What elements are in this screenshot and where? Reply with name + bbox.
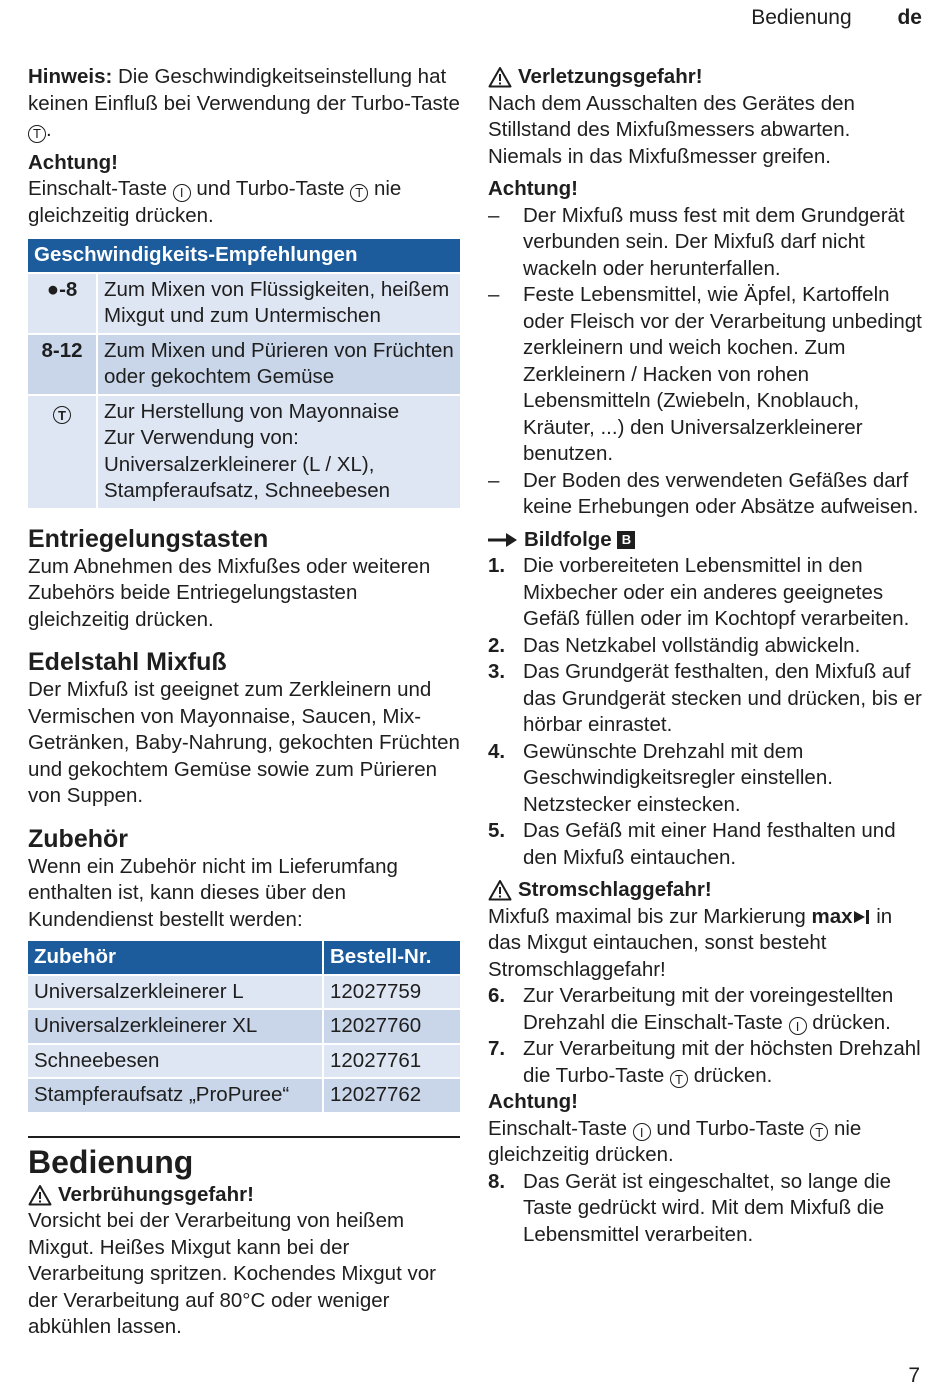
caution-heading: Achtung! <box>28 150 118 174</box>
page-number: 7 <box>908 1364 920 1387</box>
table-row: Schneebesen 12027761 <box>28 1045 460 1078</box>
caution-heading: Achtung! <box>488 177 578 200</box>
table-row: T Zur Herstellung von Mayonnaise Zur Verwendung von: Universalzerkleinerer (L / XL), Stampferaufsatz, Schneebesen <box>28 396 460 508</box>
section-heading-accessories: Zubehör <box>28 824 128 853</box>
list-item: 1. Die vorbereiteten Lebensmittel in den Mixbecher oder ein anderes geeignetes Gefäß füllen oder im Kochtopf verarbeiten. <box>488 554 910 630</box>
power-button-icon: I <box>633 1123 651 1141</box>
list-item: 5. Das Gefäß mit einer Hand festhalten und den Mixfuß eintauchen. <box>488 819 896 869</box>
list-item: 6. Zur Verarbeitung mit der voreingestellten Drehzahl die Einschalt-Taste I drücken. <box>488 984 894 1034</box>
list-item: 4. Gewünschte Drehzahl mit dem Geschwindigkeitsregler einstellen. Netzstecker einstecken. <box>488 739 833 816</box>
list-item: – Der Boden des verwendeten Gefäßes darf keine Erhebungen oder Absätze aufweisen. <box>488 468 919 518</box>
warning-icon <box>28 1184 52 1206</box>
arrow-right-icon <box>488 532 518 548</box>
table-row: Universalzerkleinerer L 12027759 <box>28 976 460 1009</box>
scald-warning-text: Vorsicht bei der Verarbeitung von heißem Mixgut. Heißes Mixgut kann bei der Verarbeitung spritzen. Kochendes Mixgut vor der Verarbeitung auf 80°C oder weniger abkühlen lassen. <box>28 1209 436 1338</box>
power-button-icon: I <box>173 184 191 202</box>
accessories-table <box>28 939 460 1114</box>
turbo-button-icon: T <box>28 125 46 143</box>
turbo-button-icon: T <box>53 406 71 424</box>
left-column <box>28 64 460 1341</box>
list-item: 3. Das Grundgerät festhalten, den Mixfuß auf das Grundgerät stecken und drücken, bis er hörbar einrastet. <box>488 660 922 736</box>
injury-warning-text: Nach dem Ausschalten des Gerätes den Stillstand des Mixfußmessers abwarten. Niemals in das Mixfußmesser greifen. <box>488 91 855 168</box>
release-text: Zum Abnehmen des Mixfußes oder weiteren Zubehörs beide Entriegelungstasten gleichzeitig drücken. <box>28 554 431 631</box>
shock-warning-heading: Stromschlaggefahr! <box>488 877 924 904</box>
table-row: 8-12 Zum Mixen und Pürieren von Früchten oder gekochtem Gemüse <box>28 335 460 394</box>
max-marker-icon <box>853 909 871 925</box>
accessories-text: Wenn ein Zubehör nicht im Lieferumfang enthalten ist, kann dieses über den Kundendienst bestellt werden: <box>28 854 398 931</box>
list-item: 8. Das Gerät ist eingeschaltet, so lange die Taste gedrückt wird. Mit dem Mixfuß die Lebensmittel verarbeiten. <box>488 1169 892 1246</box>
injury-warning-heading: Verletzungsgefahr! <box>488 64 924 91</box>
section-divider <box>28 1136 460 1341</box>
speed-table <box>28 237 460 510</box>
caution-text: Einschalt-Taste I und Turbo-Taste T nie gleichzeitig drücken. <box>488 1116 862 1166</box>
section-heading-release: Entriegelungstasten <box>28 524 269 553</box>
power-button-icon: I <box>789 1017 807 1035</box>
warning-icon <box>488 66 512 88</box>
steel-text: Der Mixfuß ist geeignet zum Zerkleinern und Vermischen von Mayonnaise, Saucen, Mix-Getränken, Baby-Nahrung, gekochten Früchten und gekochtem Gemüse sowie zum Pürieren von Suppen. <box>28 678 460 807</box>
list-item: – Feste Lebensmittel, wie Äpfel, Kartoffeln oder Fleisch vor der Verarbeitung unbedingt zerkleinern und weich kochen. Zum Zerkleinern / Hacken von rohen Lebensmitteln (Zwiebeln, Knoblauch, Kräuter, ...) den Universalzerkleinerer benutzen. <box>488 283 922 465</box>
table-row: Universalzerkleinerer XL 12027760 <box>28 1010 460 1043</box>
turbo-button-icon: T <box>350 184 368 202</box>
caution-heading: Achtung! <box>488 1090 578 1113</box>
page-header <box>751 6 922 30</box>
shock-warning-text: Mixfuß maximal bis zur Markierung max in das Mixgut eintauchen, sonst besteht Stromschlaggefahr! <box>488 904 893 981</box>
header-section: Bedienung <box>751 6 852 29</box>
warning-icon <box>488 879 512 901</box>
list-item: 7. Zur Verarbeitung mit der höchsten Drehzahl die Turbo-Taste T drücken. <box>488 1037 921 1087</box>
table-row: Stampferaufsatz „ProPuree“ 12027762 <box>28 1079 460 1112</box>
right-column <box>488 64 924 1248</box>
note-speed: Hinweis: Die Geschwindigkeitseinstellung hat keinen Einfluß bei Verwendung der Turbo-Taste T . <box>28 65 460 141</box>
turbo-button-icon: T <box>670 1070 688 1088</box>
section-heading-steel: Edelstahl Mixfuß <box>28 648 227 676</box>
table-row: ●-8 Zum Mixen von Flüssigkeiten, heißem Mixgut und zum Untermischen <box>28 274 460 333</box>
list-item: – Der Mixfuß muss fest mit dem Grundgerät verbunden sein. Der Mixfuß darf nicht wackeln oder herunterfallen. <box>488 203 905 280</box>
turbo-button-icon: T <box>810 1123 828 1141</box>
scald-warning-heading: Verbrühungsgefahr! <box>28 1182 460 1209</box>
caution-text: Einschalt-Taste I und Turbo-Taste T nie gleichzeitig drücken. <box>28 177 402 227</box>
page-title: Bedienung <box>28 1143 194 1180</box>
header-language: de <box>897 6 922 29</box>
accessories-table-header: Zubehör Bestell-Nr. <box>28 941 460 974</box>
figure-sequence: Bildfolge B <box>488 527 924 554</box>
list-item: 2. Das Netzkabel vollständig abwickeln. <box>488 633 861 657</box>
figure-b-icon: B <box>617 531 635 549</box>
speed-table-header: Geschwindigkeits-Empfehlungen <box>28 239 460 272</box>
